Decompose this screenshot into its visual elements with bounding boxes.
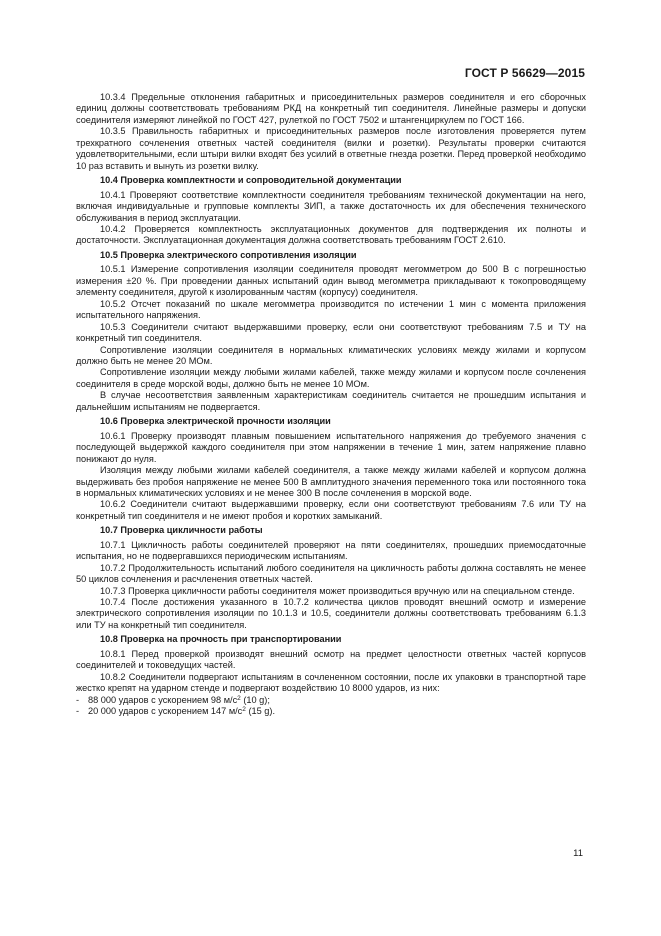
list-item-tail: (10 g); — [240, 694, 270, 705]
paragraph: Сопротивление изоляции между любыми жилами кабелей, также между жилами и корпусом после сочленения соединителя в среде морской воды, должно быть не менее 10 МОм. — [76, 367, 586, 389]
paragraph-10-7-3: 10.7.3 Проверка цикличности работы соединителя может производиться вручную или на специальном стенде. — [100, 585, 575, 596]
list-item — [76, 695, 586, 706]
paragraph-10-3-4: 10.3.4 Предельные отклонения габаритных и присоединительных размеров соединителя и его сборочных единиц должны соответствовать требованиям РКД на конкретный тип соединителя. Линейные размеры и допуски соединителя измеряют линейкой по ГОСТ 427, рулеткой по ГОСТ 7502 и штангенциркулем по ГОСТ 166. — [76, 92, 586, 125]
paragraph: Сопротивление изоляции соединителя в нормальных климатических условиях между жилами и корпусом должно быть не менее 20 МОм. — [76, 344, 586, 366]
paragraph-10-3-5: 10.3.5 Правильность габаритных и присоединительных размеров после изготовления проверяется путем трехкратного сочленения ответных частей соединителя (вилки и розетки). Результаты проверки считаются удовлетворительными, если штыри вилки входят без усилий в ответные гнезда розетки. Перед проверкой необходимо 10 раз вставить и вынуть из розетки вилку. — [76, 126, 586, 171]
standard-header: ГОСТ Р 56629—2015 — [464, 66, 585, 80]
paragraph: В случае несоответствия заявленным характеристикам соединитель считается не прошедшим испытания и дальнейшим испытаниям не подвергается. — [76, 390, 586, 412]
list-item-text: 20 000 ударов с ускорением 147 м/с — [88, 706, 243, 717]
superscript: 2 — [242, 706, 246, 714]
list-dash: - — [76, 694, 80, 705]
paragraph-10-7-1: 10.7.1 Цикличность работы соединителей проверяют на пяти соединителях, прошедших приемосдаточные испытания, но не подвергавшихся периодическим испытаниям. — [76, 539, 586, 562]
paragraph-10-5-2: 10.5.2 Отсчет показаний по шкале мегомметра производится по истечении 1 мин с момента приложения испытательного напряжения. — [76, 298, 586, 321]
section-heading-10-7: 10.7 Проверка цикличности работы — [100, 525, 263, 536]
paragraph: Изоляция между любыми жилами кабелей соединителя, а также между жилами кабелей и корпусом должна выдерживать без пробоя напряжение не менее 500 В амплитудного значения переменного тока или постоянного тока в нормальных климатических условиях и не менее 300 В после сочленения в морской воде. — [76, 465, 586, 498]
section-heading-10-6: 10.6 Проверка электрической прочности изоляции — [100, 416, 331, 427]
list-item-tail: (15 g). — [245, 706, 276, 717]
list-item-text: 88 000 ударов с ускорением 98 м/с — [88, 694, 238, 705]
page-number: 11 — [573, 848, 583, 859]
superscript: 2 — [237, 694, 241, 702]
paragraph-10-4-2: 10.4.2 Проверяется комплектность эксплуатационных документов для подтверждения их полноты и достаточности. Эксплуатационная документация должна соответствовать требованиям ГОСТ 2.610. — [76, 223, 586, 246]
list-item — [76, 706, 586, 717]
paragraph-10-6-2: 10.6.2 Соединители считают выдержавшими проверку, если они соответствуют требованиям 7.6 или ТУ на конкретный тип соединителя и не имеют пробоя и коротких замыканий. — [76, 499, 586, 521]
section-heading-10-8: 10.8 Проверка на прочность при транспортировании — [100, 634, 342, 645]
paragraph-10-7-2: 10.7.2 Продолжительность испытаний любого соединителя на цикличность работы должна составлять не менее 50 циклов сочленения и расчленения ответных частей. — [76, 562, 586, 585]
paragraph-10-6-1: 10.6.1 Проверку производят плавным повышением испытательного напряжения до требуемого значения с последующей выдержкой каждого соединителя при этом напряжении в течение 1 мин, затем напряжение плавно понижают до нуля. — [76, 430, 586, 464]
section-heading-10-5: 10.5 Проверка электрического сопротивления изоляции — [100, 249, 357, 260]
paragraph-10-8-1: 10.8.1 Перед проверкой производят внешний осмотр на предмет целостности ответных частей корпусов соединителей и токоведущих частей. — [76, 648, 586, 671]
paragraph-10-8-2: 10.8.2 Соединители подвергают испытаниям в сочлененном состоянии, после их упаковки в транспортной таре жестко крепят на ударном стенде и подвергают воздействию 10 8000 ударов, из них: — [76, 671, 586, 694]
document-body — [76, 92, 586, 718]
paragraph-10-5-3: 10.5.3 Соединители считают выдержавшими проверку, если они соответствуют требованиям 7.5 и ТУ на конкретный тип соединителя. — [76, 321, 586, 344]
list-dash: - — [76, 706, 80, 717]
paragraph-10-5-1: 10.5.1 Измерение сопротивления изоляции соединителя проводят мегомметром до 500 В с погрешностью измерения ±20 %. При проведении данных испытаний один вывод мегомметра прикладывают к токопроводящему элементу соединителя, другой к изолированным частям (корпусу) соединителя. — [76, 264, 586, 298]
section-heading-10-4: 10.4 Проверка комплектности и сопроводительной документации — [100, 175, 402, 186]
paragraph-10-4-1: 10.4.1 Проверяют соответствие комплектности соединителя требованиям технической документации на него, включая индивидуальные и групповые комплекты ЗИП, а также достаточность их для обеспечения технического обслуживания в период эксплуатации. — [76, 189, 586, 223]
paragraph-10-7-4: 10.7.4 После достижения указанного в 10.7.2 количества циклов проводят внешний осмотр и измерение электрического сопротивления изоляции по 10.1.3 и 10.5, соединители должны соответствовать требованиям 6.1.3 или ТУ на конкретный тип соединителя. — [76, 597, 586, 630]
